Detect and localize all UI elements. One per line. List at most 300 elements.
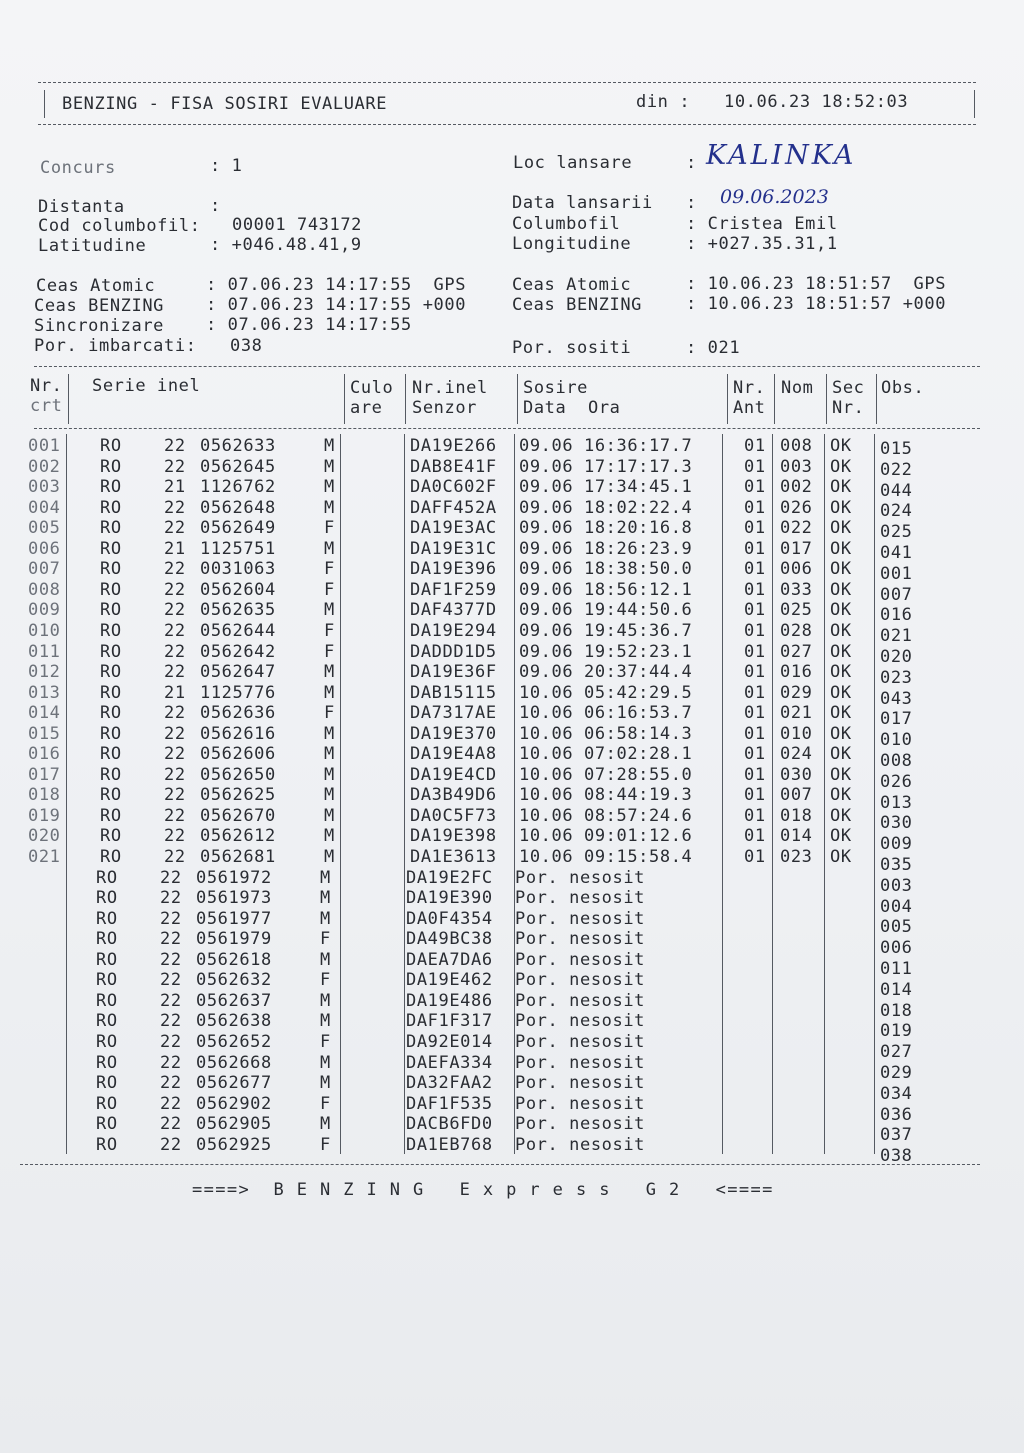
latitudine-label: Latitudine	[38, 236, 147, 256]
cell-tara: RO	[96, 888, 118, 909]
cell-obs: 027	[880, 1042, 913, 1063]
cell-inel: 0561972	[196, 867, 272, 888]
cell-sex: M	[324, 785, 335, 806]
cell-sosire: Por. nesosit	[515, 1114, 646, 1135]
cell-tara: RO	[96, 867, 118, 888]
din-value: 10.06.23 18:52:03	[724, 92, 909, 112]
col-header-serie-inel: Serie inel	[92, 376, 201, 396]
cell-an: 22	[160, 1011, 182, 1032]
cell-nr-ant: 01	[744, 785, 766, 806]
cell-nr-crt: 012	[28, 662, 61, 683]
cell-nr-ant: 01	[744, 805, 766, 826]
cell-nr-crt: 006	[28, 538, 61, 559]
cell-obs: 022	[880, 459, 913, 480]
col-divider-obs	[876, 374, 877, 424]
cell-an: 22	[164, 456, 186, 477]
cell-sosire: 09.06 17:17:17.3	[519, 456, 693, 477]
cell-sosire: Por. nesosit	[515, 908, 646, 929]
cell-obs: 008	[880, 751, 913, 771]
cell-sex: F	[324, 620, 335, 641]
cell-sex: M	[320, 867, 331, 888]
cell-senzor: DA32FAA2	[406, 1073, 493, 1094]
cell-obs: 021	[880, 626, 913, 647]
cell-sosire: Por. nesosit	[515, 1011, 646, 1032]
cell-inel: 0562925	[196, 1134, 272, 1155]
cell-nr-ant: 01	[744, 723, 766, 744]
cell-an: 22	[164, 559, 186, 580]
cell-tara: RO	[96, 1052, 118, 1073]
cell-an: 22	[160, 1031, 182, 1052]
longitudine-label: Longitudine	[512, 234, 632, 254]
cell-tara: RO	[100, 662, 122, 683]
cell-sosire: 10.06 06:58:14.3	[519, 723, 693, 744]
cell-sex: M	[324, 723, 335, 744]
col-header-nr-crt-1: Nr.	[30, 376, 63, 396]
cell-sosire: 10.06 08:57:24.6	[519, 805, 693, 826]
cell-sosire: 09.06 19:52:23.1	[519, 641, 693, 662]
cell-inel: 1125776	[200, 682, 276, 703]
cell-senzor: DAFF452A	[410, 497, 497, 518]
col-header-obs: Obs.	[881, 378, 925, 398]
cell-an: 22	[160, 970, 182, 991]
distanta-label: Distanta	[38, 197, 125, 217]
cell-tara: RO	[100, 703, 122, 724]
cell-sosire: Por. nesosit	[515, 1134, 646, 1155]
cell-obs: 041	[880, 543, 913, 563]
cell-nr-crt: 004	[28, 497, 61, 518]
cell-sosire: 10.06 06:16:53.7	[519, 703, 693, 724]
cell-senzor: DA19E3AC	[410, 518, 497, 539]
cell-obs: 035	[880, 855, 913, 875]
cell-sex: M	[324, 538, 335, 559]
cell-sex: F	[320, 970, 331, 991]
cell-tara: RO	[100, 682, 122, 703]
cell-senzor: DA19E390	[406, 888, 493, 909]
longitudine-value: : +027.35.31,1	[686, 234, 838, 254]
cell-tara: RO	[100, 641, 122, 662]
cell-tara: RO	[100, 723, 122, 744]
columbofil-value: : Cristea Emil	[686, 214, 838, 234]
cell-inel: 0561977	[196, 908, 272, 929]
cell-sex: F	[320, 1031, 331, 1052]
cell-sex: M	[320, 949, 331, 970]
cell-nr-ant: 01	[744, 744, 766, 765]
cell-nr-ant: 01	[744, 703, 766, 724]
cell-an: 22	[160, 1052, 182, 1073]
cell-an: 22	[160, 908, 182, 929]
cell-senzor: DA0C602F	[410, 477, 497, 498]
cell-nom: 007	[780, 785, 813, 806]
cell-an: 22	[164, 600, 186, 621]
cell-sosire: Por. nesosit	[515, 1052, 646, 1073]
cell-tara: RO	[100, 620, 122, 641]
cell-senzor: DA3B49D6	[410, 785, 497, 806]
cell-obs: 006	[880, 938, 913, 959]
col-divider-nom	[774, 374, 775, 424]
cell-sosire: 09.06 19:45:36.7	[519, 620, 693, 641]
loc-lansare-handwritten: KALINKA	[706, 140, 857, 171]
cell-nr-ant: 01	[744, 641, 766, 662]
cell-nom: 017	[780, 538, 813, 559]
cell-sec: OK	[830, 559, 852, 580]
body-divider-culoare	[340, 434, 341, 1154]
cell-sex: F	[324, 703, 335, 724]
cell-nr-crt: 009	[28, 600, 61, 621]
cell-inel: 0562616	[200, 723, 276, 744]
cell-sex: F	[320, 1134, 331, 1155]
cell-sec: OK	[830, 764, 852, 785]
col-divider-sosire	[517, 374, 518, 424]
latitudine-value: : +046.48.41,9	[210, 235, 362, 255]
sositi-label: Por. sositi	[512, 338, 632, 358]
table-header-rule	[34, 428, 980, 429]
din-label: din :	[636, 92, 691, 112]
cell-sosire: Por. nesosit	[515, 949, 646, 970]
cell-sex: M	[324, 826, 335, 847]
distanta-value: :	[210, 196, 221, 216]
cell-senzor: DA1EB768	[406, 1134, 493, 1155]
cell-inel: 0562633	[200, 436, 276, 456]
cell-inel: 0562636	[200, 703, 276, 724]
cell-senzor: DAF1F317	[406, 1011, 493, 1032]
cell-senzor: DA1E3613	[410, 847, 497, 867]
header-left-border	[44, 90, 45, 118]
cell-nr-crt: 014	[28, 703, 61, 724]
cell-sex: M	[324, 600, 335, 621]
cell-nom: 026	[780, 497, 813, 518]
cell-senzor: DAF1F535	[406, 1093, 493, 1114]
cell-sosire: Por. nesosit	[515, 1031, 646, 1052]
cell-obs: 001	[880, 563, 913, 584]
cell-tara: RO	[96, 1011, 118, 1032]
cell-tara: RO	[96, 970, 118, 991]
cell-senzor: DA19E370	[410, 723, 497, 744]
cell-senzor: DAB8E41F	[410, 456, 497, 477]
cell-sec: OK	[830, 456, 852, 477]
col-header-sec-1: Sec	[832, 378, 865, 398]
cell-tara: RO	[100, 538, 122, 559]
cell-an: 22	[164, 620, 186, 641]
cell-nr-crt: 016	[28, 744, 61, 765]
concurs-value: : 1	[210, 156, 243, 176]
cell-nr-ant: 01	[744, 600, 766, 621]
cell-sex: M	[324, 662, 335, 683]
cell-nr-ant: 01	[744, 518, 766, 539]
cell-inel: 1126762	[200, 477, 276, 498]
col-divider-sec	[826, 374, 827, 424]
cell-senzor: DA19E4CD	[410, 764, 497, 785]
cell-sec: OK	[830, 538, 852, 559]
cell-obs: 010	[880, 730, 913, 751]
cell-senzor: DADDD1D5	[410, 641, 497, 662]
header-bottom-rule	[38, 124, 976, 125]
cell-tara: RO	[96, 949, 118, 970]
cell-an: 22	[160, 1134, 182, 1155]
cell-senzor: DA19E31C	[410, 538, 497, 559]
cell-an: 22	[164, 723, 186, 744]
cell-an: 22	[160, 1114, 182, 1135]
cell-nom: 025	[780, 600, 813, 621]
cell-an: 22	[164, 785, 186, 806]
cell-nom: 002	[780, 477, 813, 498]
cell-an: 22	[164, 826, 186, 847]
cell-obs: 029	[880, 1063, 913, 1083]
data-lansarii-sep: :	[686, 193, 697, 213]
cell-an: 22	[164, 805, 186, 826]
cell-tara: RO	[100, 764, 122, 785]
cell-inel: 0562606	[200, 744, 276, 765]
imbarcati-value: 038	[230, 336, 263, 356]
cell-obs: 019	[880, 1021, 913, 1042]
cell-nr-crt: 010	[28, 620, 61, 641]
cell-sec: OK	[830, 662, 852, 683]
cell-obs: 023	[880, 667, 913, 688]
cell-tara: RO	[100, 497, 122, 518]
cell-sex: M	[320, 1052, 331, 1073]
cell-inel: 0562648	[200, 497, 276, 518]
cell-senzor: DA19E2FC	[406, 867, 493, 888]
imbarcati-label: Por. imbarcati:	[34, 336, 197, 356]
cell-nr-ant: 01	[744, 847, 766, 867]
col-header-sosire-2: Data Ora	[523, 398, 621, 418]
cell-nom: 016	[780, 662, 813, 683]
body-divider-senzor	[404, 434, 405, 1154]
cell-inel: 0562681	[200, 847, 276, 867]
cell-tara: RO	[100, 805, 122, 826]
cell-nom: 023	[780, 847, 813, 867]
cell-sec: OK	[830, 847, 852, 867]
cell-sex: M	[324, 682, 335, 703]
cell-sex: M	[324, 847, 335, 867]
cell-nom: 022	[780, 518, 813, 539]
data-lansarii-handwritten: 09.06.2023	[720, 186, 829, 208]
col-header-nom: Nom	[781, 378, 814, 398]
cell-inel: 0562670	[200, 805, 276, 826]
col-divider-culoare	[344, 374, 345, 424]
cell-sosire: Por. nesosit	[515, 888, 646, 909]
cell-sex: M	[324, 497, 335, 518]
cell-nr-crt: 011	[28, 641, 61, 662]
sincronizare-label: Sincronizare	[34, 316, 165, 336]
cell-obs: 005	[880, 917, 913, 938]
cell-sec: OK	[830, 826, 852, 847]
ceas-benzing-label: Ceas BENZING	[34, 296, 165, 316]
table-top-rule	[34, 366, 980, 367]
cell-sosire: Por. nesosit	[515, 1073, 646, 1094]
cell-nr-ant: 01	[744, 538, 766, 559]
cell-inel: 0562905	[196, 1114, 272, 1135]
header-right-border	[974, 90, 975, 118]
footer-banner: ====> B E N Z I N G E x p r e s s G 2 <====	[192, 1180, 774, 1200]
cell-nr-ant: 01	[744, 579, 766, 600]
cell-nom: 027	[780, 641, 813, 662]
cell-obs: 044	[880, 480, 913, 501]
cell-inel: 0562618	[196, 949, 272, 970]
cell-sec: OK	[830, 682, 852, 703]
data-lansarii-label: Data lansarii	[512, 193, 653, 213]
cell-an: 21	[164, 682, 186, 703]
cell-tara: RO	[100, 456, 122, 477]
ceas-atomic-start: : 07.06.23 14:17:55 GPS	[206, 275, 467, 295]
cell-nr-crt: 017	[28, 764, 61, 785]
cell-an: 21	[164, 538, 186, 559]
col-header-nr-ant-1: Nr.	[733, 378, 766, 398]
cell-senzor: DA49BC38	[406, 929, 493, 950]
cell-nom: 029	[780, 682, 813, 703]
cell-sosire: 09.06 18:26:23.9	[519, 538, 693, 559]
header-top-rule	[38, 82, 976, 83]
cell-sosire: 09.06 18:20:16.8	[519, 518, 693, 539]
cell-inel: 0561973	[196, 888, 272, 909]
cell-an: 22	[160, 949, 182, 970]
cell-sosire: Por. nesosit	[515, 970, 646, 991]
cod-columbofil-value: 00001 743172	[232, 215, 363, 235]
cell-sosire: 09.06 20:37:44.4	[519, 662, 693, 683]
cell-nom: 018	[780, 805, 813, 826]
cell-inel: 0562638	[196, 1011, 272, 1032]
cell-tara: RO	[100, 518, 122, 539]
cell-sosire: 09.06 18:56:12.1	[519, 579, 693, 600]
cell-senzor: DA19E398	[410, 826, 497, 847]
cell-inel: 0562647	[200, 662, 276, 683]
cell-sex: F	[320, 1093, 331, 1114]
cell-sosire: 09.06 17:34:45.1	[519, 477, 693, 498]
cell-sex: M	[320, 990, 331, 1011]
cell-obs: 017	[880, 709, 913, 730]
cell-obs: 025	[880, 522, 913, 543]
cell-nr-crt: 015	[28, 723, 61, 744]
cell-senzor: DA19E396	[410, 559, 497, 580]
col-divider-senzor	[405, 374, 406, 424]
cell-tara: RO	[96, 929, 118, 950]
cell-obs: 009	[880, 834, 913, 855]
cell-an: 22	[160, 990, 182, 1011]
cell-obs: 038	[880, 1146, 913, 1167]
cell-inel: 0562650	[200, 764, 276, 785]
cell-an: 22	[160, 1093, 182, 1114]
cell-sec: OK	[830, 641, 852, 662]
cell-senzor: DAF1F259	[410, 579, 497, 600]
cell-senzor: DAEFA334	[406, 1052, 493, 1073]
ceas-atomic-label: Ceas Atomic	[36, 276, 156, 296]
cell-sex: M	[320, 908, 331, 929]
cell-sosire: 10.06 05:42:29.5	[519, 682, 693, 703]
cell-nr-ant: 01	[744, 826, 766, 847]
cell-inel: 0562644	[200, 620, 276, 641]
body-divider-obs	[874, 434, 875, 1154]
cell-inel: 0562632	[196, 970, 272, 991]
cell-inel: 0562642	[200, 641, 276, 662]
cell-sosire: 09.06 18:02:22.4	[519, 497, 693, 518]
cell-inel: 0031063	[200, 559, 276, 580]
loc-lansare-sep: :	[686, 153, 697, 173]
cell-inel: 0562637	[196, 990, 272, 1011]
cell-inel: 1125751	[200, 538, 276, 559]
cell-sex: M	[320, 1114, 331, 1135]
cell-inel: 0562652	[196, 1031, 272, 1052]
cell-nr-ant: 01	[744, 477, 766, 498]
cell-nr-crt: 018	[28, 785, 61, 806]
ceas-benzing-right-label: Ceas BENZING	[512, 295, 643, 315]
sincronizare-value: : 07.06.23 14:17:55	[206, 315, 412, 335]
cell-tara: RO	[100, 744, 122, 765]
cell-sosire: 09.06 16:36:17.7	[519, 436, 693, 456]
cell-tara: RO	[96, 1031, 118, 1052]
ceas-benzing-start: : 07.06.23 14:17:55 +000	[206, 295, 467, 315]
cell-inel: 0561979	[196, 929, 272, 950]
cell-nom: 008	[780, 436, 813, 456]
cell-an: 22	[164, 436, 186, 456]
cell-nr-ant: 01	[744, 559, 766, 580]
cell-sex: F	[324, 559, 335, 580]
col-header-nr-inel-1: Nr.inel	[412, 378, 488, 398]
cell-sosire: 10.06 09:15:58.4	[519, 847, 693, 867]
cell-sec: OK	[830, 436, 852, 456]
col-header-culoare-2: are	[350, 398, 383, 418]
cell-tara: RO	[96, 908, 118, 929]
cell-sosire: Por. nesosit	[515, 867, 646, 888]
cell-senzor: DA19E486	[406, 990, 493, 1011]
cell-sosire: 10.06 07:28:55.0	[519, 764, 693, 785]
cell-an: 22	[164, 579, 186, 600]
col-header-culoare-1: Culo	[350, 378, 394, 398]
cell-nr-ant: 01	[744, 436, 766, 456]
cod-columbofil-label: Cod columbofil:	[38, 216, 201, 236]
cell-obs: 026	[880, 771, 913, 792]
cell-sec: OK	[830, 497, 852, 518]
cell-tara: RO	[100, 559, 122, 580]
cell-sosire: Por. nesosit	[515, 1093, 646, 1114]
cell-tara: RO	[100, 847, 122, 867]
cell-inel: 0562902	[196, 1093, 272, 1114]
cell-sosire: 10.06 08:44:19.3	[519, 785, 693, 806]
cell-an: 22	[164, 641, 186, 662]
cell-nr-ant: 01	[744, 620, 766, 641]
cell-obs: 043	[880, 688, 913, 709]
cell-tara: RO	[96, 1073, 118, 1094]
cell-nr-crt: 005	[28, 518, 61, 539]
loc-lansare-label: Loc lansare	[513, 153, 633, 173]
cell-nr-ant: 01	[744, 682, 766, 703]
cell-obs: 034	[880, 1083, 913, 1104]
col-header-sosire-1: Sosire	[523, 378, 589, 398]
cell-an: 22	[164, 497, 186, 518]
cell-inel: 0562612	[200, 826, 276, 847]
cell-senzor: DAEA7DA6	[406, 949, 493, 970]
report-title: BENZING - FISA SOSIRI EVALUARE	[62, 94, 388, 114]
cell-an: 21	[164, 477, 186, 498]
table-bottom-rule	[20, 1164, 980, 1165]
cell-obs: 007	[880, 584, 913, 605]
cell-tara: RO	[96, 1134, 118, 1155]
cell-tara: RO	[96, 990, 118, 1011]
cell-sec: OK	[830, 620, 852, 641]
cell-sex: M	[320, 888, 331, 909]
cell-sosire: 10.06 07:02:28.1	[519, 744, 693, 765]
cell-senzor: DA19E294	[410, 620, 497, 641]
cell-nom: 003	[780, 456, 813, 477]
cell-obs: 011	[880, 959, 913, 979]
body-divider-nom	[772, 434, 773, 1154]
cell-sex: M	[324, 456, 335, 477]
cell-nr-ant: 01	[744, 764, 766, 785]
cell-sex: F	[324, 641, 335, 662]
cell-sec: OK	[830, 744, 852, 765]
cell-obs: 014	[880, 979, 913, 1000]
cell-an: 22	[164, 847, 186, 867]
cell-inel: 0562645	[200, 456, 276, 477]
cell-an: 22	[164, 764, 186, 785]
